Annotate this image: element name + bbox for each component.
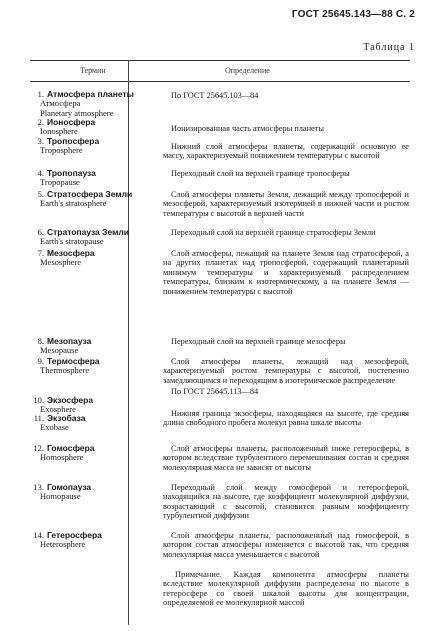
- term-cell: [30, 444, 156, 463]
- table-header: [30, 60, 410, 82]
- definition-text: Слой атмосферы планеты, лежащий над мезосферой, характеризуемый ростом температуры с высотой, постепенно замедляющимся и переходящим в изотермическое распределение: [163, 357, 409, 385]
- term-en: Planetary atmosphere: [40, 107, 114, 118]
- definition-cell: [163, 124, 409, 133]
- term-number: 11.: [33, 413, 44, 423]
- definition-cell: [163, 190, 409, 218]
- term-ru: Тропопауза: [47, 168, 96, 178]
- term-ru: Стратопауза Земли: [47, 227, 129, 237]
- terms-table: [30, 60, 410, 82]
- definition-text: По ГОСТ 25645.113—84: [171, 387, 259, 396]
- term-en: Troposphere: [40, 145, 83, 156]
- term-cell: [30, 118, 156, 137]
- definition-cell: [163, 228, 409, 237]
- term-number: 6.: [37, 227, 44, 237]
- term-number: 8.: [37, 336, 44, 346]
- definition-text: Ионизированная часть атмосферы планеты: [171, 124, 324, 133]
- definition-cell: [163, 483, 409, 521]
- definition-text: Переходный слой на верхней границе тропосферы: [171, 169, 350, 178]
- term-ru: Ионосфера: [47, 117, 96, 127]
- term-en: Ionosphere: [40, 126, 78, 137]
- term-ru: Тропосфера: [47, 136, 100, 146]
- term-ru: Мезопауза: [47, 336, 92, 346]
- table-title: Таблица 1: [363, 42, 415, 53]
- term-ru: Экзосфера: [47, 395, 94, 405]
- term-en: Thermosphere: [40, 365, 90, 376]
- definition-text: Переходный слой на верхней границе стратосферы Земли: [171, 228, 376, 237]
- term-number: 13.: [33, 482, 44, 492]
- term-number: 14.: [33, 530, 44, 540]
- definition-cell: [163, 409, 409, 428]
- term-cell: [30, 190, 156, 209]
- term-cell: [30, 228, 156, 247]
- definition-text: Переходный слой на верхней границе мезосферы: [171, 337, 346, 346]
- term-en: Homopause: [40, 491, 81, 502]
- definition-cell: [163, 357, 409, 385]
- term-en: Exosphere: [40, 404, 76, 415]
- term-en: Mesopause: [40, 345, 79, 356]
- term-number: 5.: [37, 189, 44, 199]
- definition-text: Слой атмосферы, лежащий на планете Земля над стратосферой, а на других планетах над тропосферой, содержащий планетарный минимум температуры и характеризуемый распределением температуры, близким к изотермическому, а на планете Земля — понижением температуры с высотой: [163, 249, 409, 296]
- term-en: Earth's stratopause: [40, 236, 104, 247]
- column-header-definition: Определение: [225, 66, 270, 75]
- term-cell: [30, 414, 156, 433]
- term-ru: Гомопауза: [47, 482, 92, 492]
- column-header-term: Термин: [80, 66, 106, 75]
- term-ru: Термосфера: [47, 356, 100, 366]
- term-ru: Атмосфера планеты: [47, 89, 134, 99]
- term-cell: [30, 90, 156, 118]
- definition-text: Нижний слой атмосферы планеты, содержащий основную ее массу, характеризуемый понижением температуры с высотой: [163, 142, 409, 161]
- term-cell: [30, 137, 156, 156]
- term-en: Homosphere: [40, 452, 84, 463]
- note-text: Примечание. Каждая компонента атмосферы планеты вследствие молекулярной диффузии распределена по высоте в гетеросфере со своей шкалой высоты для концентрации, определяемой ее молекулярной массой: [163, 570, 409, 608]
- term-synonym: Атмосфера: [40, 98, 81, 109]
- term-number: 3.: [37, 136, 44, 146]
- term-ru: Стратосфера Земли: [47, 189, 133, 199]
- definition-text: Переходный слой между гомосферой и гетеросферой, находящийся на высоте, где коэффициент молекулярной диффузии, возрастающий с высотой, становится равным коэффициенту турбулентной диффузии: [163, 483, 409, 521]
- term-en: Tropopause: [40, 177, 80, 188]
- definition-text: По ГОСТ 25645.103—84: [171, 91, 259, 100]
- term-number: 2.: [37, 117, 44, 127]
- definition-cell: [163, 387, 409, 396]
- term-cell: [30, 396, 156, 415]
- definition-text: Слой атмосферы планеты, расположенный ниже гетеросферы, в котором вследствие турбулентного перемешивания состав и средняя молекулярная масса не зависят от высоты: [163, 444, 409, 472]
- term-cell: [30, 531, 156, 550]
- term-ru: Мезосфера: [47, 248, 95, 258]
- term-cell: [30, 357, 156, 376]
- term-number: 7.: [37, 248, 44, 258]
- note-cell: [163, 570, 409, 608]
- term-number: 10.: [33, 395, 44, 405]
- term-number: 4.: [37, 168, 44, 178]
- term-number: 9.: [37, 356, 44, 366]
- definition-cell: [163, 531, 409, 559]
- term-cell: [30, 337, 156, 356]
- definition-cell: [163, 91, 409, 100]
- definition-cell: [163, 444, 409, 472]
- term-ru: Гомосфера: [47, 443, 95, 453]
- term-cell: [30, 249, 156, 268]
- document-code: ГОСТ 25645.143—88 С. 2: [291, 9, 415, 20]
- term-cell: [30, 483, 156, 502]
- definition-text: Слой атмосферы планеты Земля, лежащий между тропосферой и мезосферой, характеризуемый изотермией в нижней части и ростом температуры с высотой в верхней части: [163, 190, 409, 218]
- term-cell: [30, 169, 156, 188]
- term-number: 12.: [33, 443, 44, 453]
- term-en: Exobase: [40, 422, 69, 433]
- term-ru: Гетеросфера: [47, 530, 102, 540]
- term-en: Mesosphere: [40, 257, 82, 268]
- definition-text: Нижняя граница экзосферы, находящаяся на высоте, где средняя длина свободного пробега молекул равна шкале высоты: [163, 409, 409, 428]
- definition-text: Слой атмосферы планеты, расположенный над гомосферой, в котором состав атмосферы изменяется с высотой так, что средняя молекулярная масса уменьшается с высотой: [163, 531, 409, 559]
- definition-cell: [163, 142, 409, 161]
- term-en: Heterosphere: [40, 539, 86, 550]
- definition-cell: [163, 249, 409, 296]
- term-number: 1.: [37, 89, 44, 99]
- term-en: Earth's stratosphere: [40, 198, 107, 209]
- definition-cell: [163, 169, 409, 178]
- definition-cell: [163, 337, 409, 346]
- term-ru: Экзобаза: [47, 413, 86, 423]
